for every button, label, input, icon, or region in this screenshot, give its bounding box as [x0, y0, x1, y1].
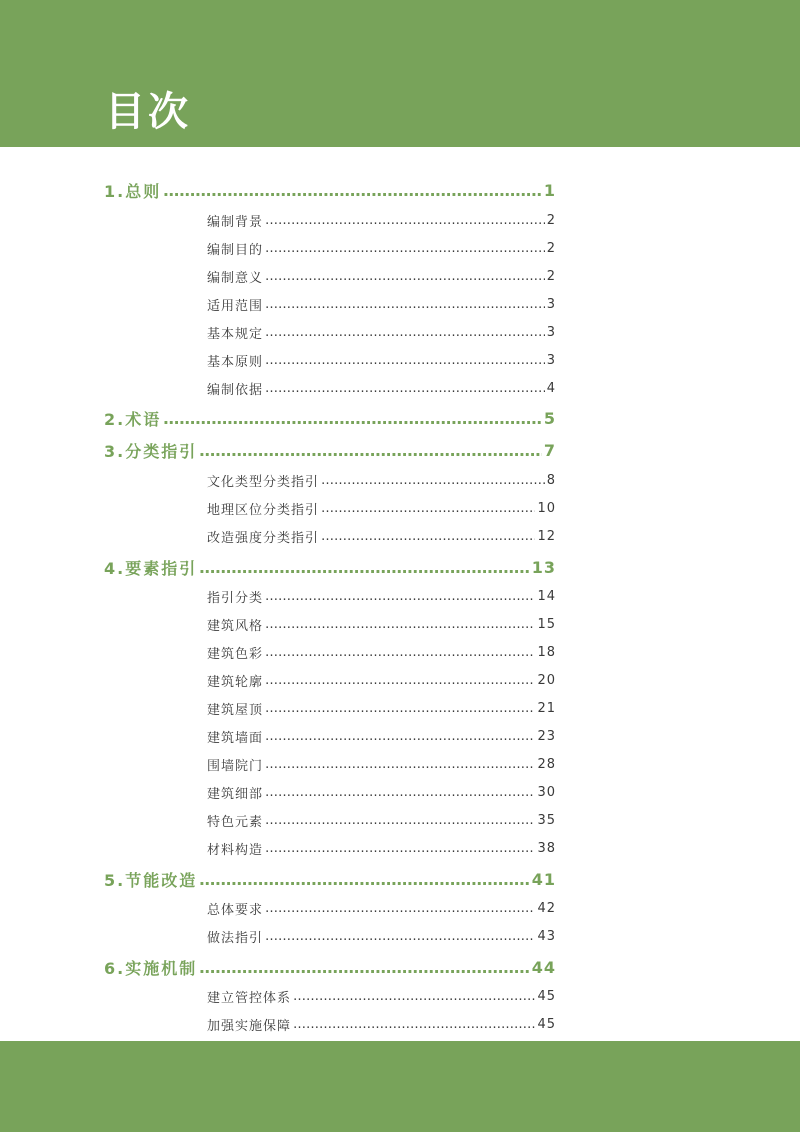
- toc-entry[interactable]: [207, 896, 556, 920]
- toc-entry-label: 文化类型分类指引: [207, 474, 320, 490]
- toc-leader: [265, 353, 545, 368]
- footer-band: [0, 1041, 800, 1132]
- toc-entry-label: 编制背景: [207, 214, 264, 230]
- toc-entry-page: 5: [543, 408, 556, 428]
- toc-entry-label: 围墙院门: [207, 758, 264, 774]
- toc-entry[interactable]: [207, 612, 556, 636]
- toc-entry-label: 建筑屋顶: [207, 702, 264, 718]
- toc-entry-label: 指引分类: [207, 590, 264, 606]
- toc-entry[interactable]: [104, 867, 556, 891]
- toc-entry-label: 5.节能改造: [104, 870, 198, 890]
- toc-entry[interactable]: [207, 376, 556, 400]
- toc-entry-page: 45: [537, 988, 556, 1004]
- toc-entry[interactable]: [104, 555, 556, 579]
- toc-entry-page: 15: [537, 616, 556, 632]
- toc-leader: [265, 589, 535, 604]
- toc-entry-label: 适用范围: [207, 298, 264, 314]
- toc-entry-label: 建立管控体系: [207, 990, 292, 1006]
- toc-entry-label: 建筑轮廓: [207, 674, 264, 690]
- toc-entry-page: 2: [546, 212, 556, 228]
- toc-entry-label: 做法指引: [207, 930, 264, 946]
- toc-entry-page: 28: [537, 756, 556, 772]
- toc-entry[interactable]: [207, 496, 556, 520]
- toc-entry-label: 2.术语: [104, 409, 162, 429]
- toc-leader: [163, 409, 542, 428]
- toc-leader: [293, 1017, 535, 1032]
- toc-entry[interactable]: [207, 292, 556, 316]
- toc-entry[interactable]: [207, 236, 556, 260]
- toc-entry[interactable]: [207, 320, 556, 344]
- toc-entry[interactable]: [207, 984, 556, 1008]
- toc-leader: [265, 929, 535, 944]
- toc-leader: [265, 325, 545, 340]
- toc-entry-label: 改造强度分类指引: [207, 530, 320, 546]
- toc-leader: [265, 213, 545, 228]
- toc-entry-page: 4: [546, 380, 556, 396]
- toc-entry-page: 8: [546, 472, 556, 488]
- toc-entry-page: 20: [537, 672, 556, 688]
- toc-leader: [265, 901, 535, 916]
- toc-entry[interactable]: [207, 924, 556, 948]
- toc-entry[interactable]: [207, 348, 556, 372]
- toc-leader: [265, 785, 535, 800]
- toc-leader: [265, 617, 535, 632]
- toc-entry-label: 加强实施保障: [207, 1018, 292, 1034]
- toc-entry-page: 45: [537, 1016, 556, 1032]
- toc-entry[interactable]: [207, 752, 556, 776]
- toc-entry[interactable]: [207, 724, 556, 748]
- toc-leader: [321, 473, 545, 488]
- toc-entry[interactable]: [207, 808, 556, 832]
- toc-leader: [321, 529, 535, 544]
- toc-entry-page: 41: [531, 869, 556, 889]
- toc-entry[interactable]: [104, 178, 556, 202]
- toc-entry[interactable]: [207, 696, 556, 720]
- toc-entry-label: 建筑色彩: [207, 646, 264, 662]
- toc-entry[interactable]: [207, 264, 556, 288]
- toc-leader: [293, 989, 535, 1004]
- toc-entry-page: 30: [537, 784, 556, 800]
- toc-leader: [265, 269, 545, 284]
- toc-entry-label: 建筑墙面: [207, 730, 264, 746]
- page-title: 目次: [105, 89, 191, 135]
- toc-leader: [265, 673, 535, 688]
- toc-entry-label: 建筑风格: [207, 618, 264, 634]
- toc-entry-label: 地理区位分类指引: [207, 502, 320, 518]
- toc-leader: [265, 841, 535, 856]
- toc-entry-label: 基本原则: [207, 354, 264, 370]
- toc-entry-page: 7: [543, 440, 556, 460]
- toc-entry-page: 10: [537, 500, 556, 516]
- toc-entry-page: 3: [546, 324, 556, 340]
- toc-leader: [265, 241, 545, 256]
- toc-leader: [265, 645, 535, 660]
- toc-leader: [321, 501, 535, 516]
- toc-leader: [199, 958, 530, 977]
- toc-entry-label: 4.要素指引: [104, 558, 198, 578]
- toc-leader: [265, 701, 535, 716]
- toc-entry-label: 3.分类指引: [104, 441, 198, 461]
- toc-leader: [199, 441, 542, 460]
- toc-entry-page: 3: [546, 296, 556, 312]
- toc-leader: [265, 381, 545, 396]
- toc-entry-page: 23: [537, 728, 556, 744]
- toc-entry-page: 2: [546, 240, 556, 256]
- toc-entry-label: 编制目的: [207, 242, 264, 258]
- toc-entry-label: 建筑细部: [207, 786, 264, 802]
- toc-entry-page: 13: [531, 557, 556, 577]
- toc-entry[interactable]: [207, 780, 556, 804]
- toc-entry[interactable]: [207, 1012, 556, 1036]
- toc-entry[interactable]: [207, 208, 556, 232]
- toc-entry-label: 编制意义: [207, 270, 264, 286]
- toc-entry-page: 2: [546, 268, 556, 284]
- toc-entry[interactable]: [207, 524, 556, 548]
- toc-entry-label: 6.实施机制: [104, 958, 198, 978]
- toc-entry-label: 基本规定: [207, 326, 264, 342]
- toc-entry-label: 材料构造: [207, 842, 264, 858]
- toc-entry[interactable]: [104, 955, 556, 979]
- toc-leader: [199, 558, 530, 577]
- toc-entry-page: 44: [531, 957, 556, 977]
- toc-entry[interactable]: [207, 836, 556, 860]
- toc-entry-page: 35: [537, 812, 556, 828]
- toc-entry-page: 21: [537, 700, 556, 716]
- toc-entry-label: 编制依据: [207, 382, 264, 398]
- toc-entry-page: 3: [546, 352, 556, 368]
- toc-entry-page: 43: [537, 928, 556, 944]
- toc-leader: [265, 813, 535, 828]
- toc-entry-label: 1.总则: [104, 181, 162, 201]
- toc-entry-page: 12: [537, 528, 556, 544]
- toc-leader: [265, 729, 535, 744]
- toc-entry[interactable]: [207, 584, 556, 608]
- toc-entry[interactable]: [104, 438, 556, 462]
- toc-entry-page: 42: [537, 900, 556, 916]
- toc-leader: [265, 297, 545, 312]
- toc-entry[interactable]: [207, 668, 556, 692]
- toc-entry[interactable]: [104, 406, 556, 430]
- toc-leader: [163, 181, 542, 200]
- toc-entry-page: 18: [537, 644, 556, 660]
- toc-entry[interactable]: [207, 468, 556, 492]
- toc-entry-page: 1: [543, 180, 556, 200]
- toc-leader: [265, 757, 535, 772]
- toc-entry-page: 38: [537, 840, 556, 856]
- toc-leader: [199, 870, 530, 889]
- toc-entry-label: 特色元素: [207, 814, 264, 830]
- toc-entry-page: 14: [537, 588, 556, 604]
- toc-entry[interactable]: [207, 640, 556, 664]
- toc-entry-label: 总体要求: [207, 902, 264, 918]
